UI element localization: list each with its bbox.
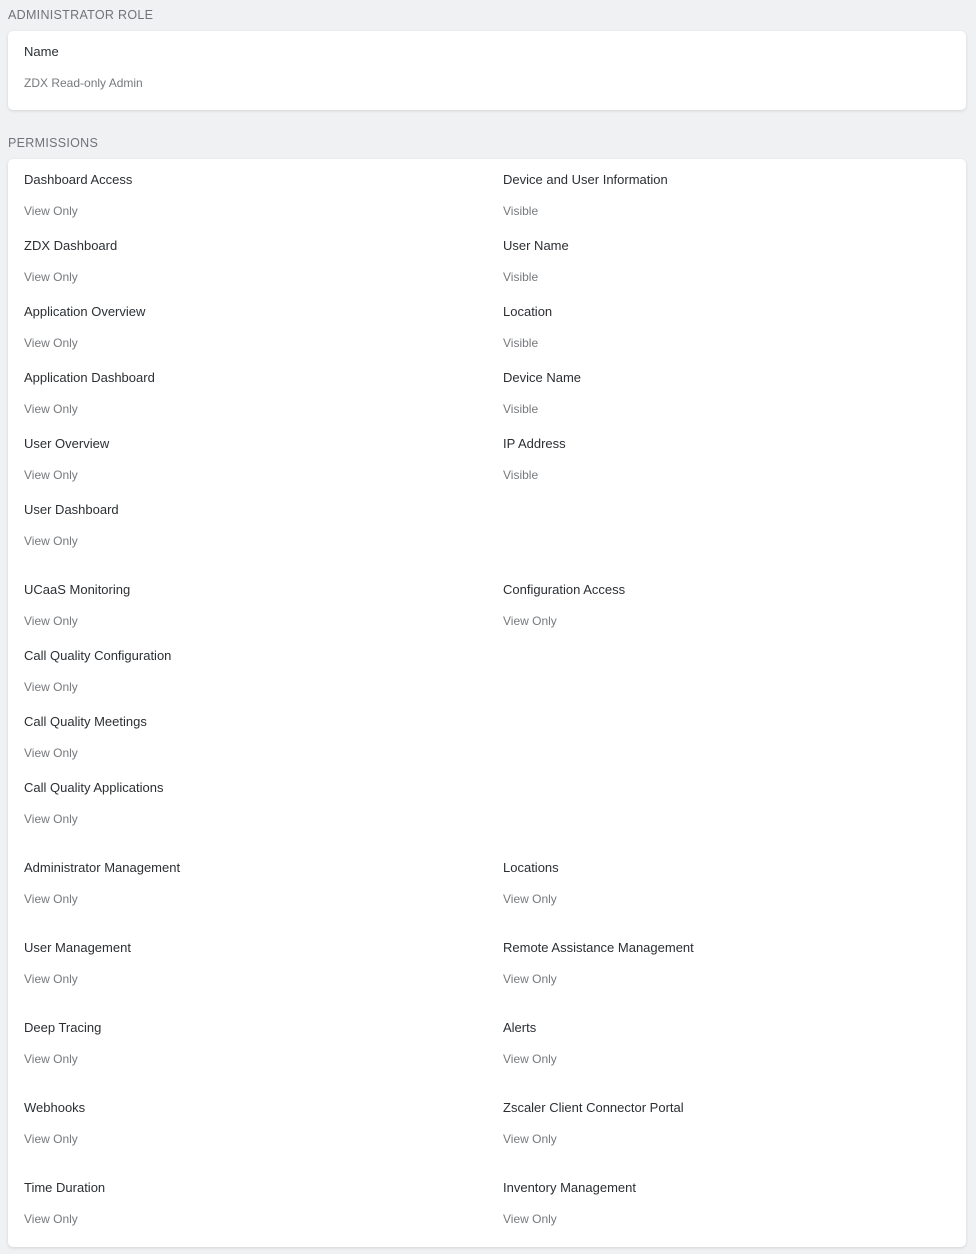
permissions-heading: PERMISSIONS — [8, 136, 99, 150]
permission-label: ZDX Dashboard — [24, 238, 118, 253]
permission-label: Application Dashboard — [24, 370, 155, 385]
administrator-role-card — [8, 31, 966, 110]
permission-value: View Only — [503, 1052, 557, 1066]
permission-label: Call Quality Applications — [24, 780, 164, 795]
permissions-card — [8, 159, 966, 1247]
permission-label: IP Address — [503, 436, 566, 451]
permission-value: View Only — [24, 680, 78, 694]
permission-value: View Only — [24, 336, 78, 350]
permission-label: Call Quality Configuration — [24, 648, 172, 663]
permission-value: View Only — [24, 812, 78, 826]
permission-value: View Only — [24, 972, 78, 986]
role-name-value: ZDX Read-only Admin — [24, 76, 143, 90]
permission-label: User Name — [503, 238, 569, 253]
administrator-role-heading: ADMINISTRATOR ROLE — [8, 8, 154, 22]
permission-value: View Only — [24, 1132, 78, 1146]
permission-label: Call Quality Meetings — [24, 714, 147, 729]
permission-value: View Only — [24, 1052, 78, 1066]
permission-label: User Management — [24, 940, 131, 955]
permission-label: Remote Assistance Management — [503, 940, 694, 955]
permission-label: Configuration Access — [503, 582, 626, 597]
permission-value: View Only — [24, 892, 78, 906]
permission-value: View Only — [24, 746, 78, 760]
permission-value: Visible — [503, 270, 539, 284]
permission-label: Inventory Management — [503, 1180, 636, 1195]
permission-value: Visible — [503, 336, 539, 350]
permission-value: View Only — [503, 1132, 557, 1146]
role-name-label: Name — [24, 44, 59, 59]
permission-label: Location — [503, 304, 553, 319]
permission-label: User Dashboard — [24, 502, 119, 517]
permission-value: View Only — [24, 468, 78, 482]
permission-value: Visible — [503, 402, 539, 416]
permission-value: View Only — [503, 1212, 557, 1226]
permission-label: Webhooks — [24, 1100, 86, 1115]
permission-value: View Only — [24, 614, 78, 628]
permission-label: Dashboard Access — [24, 172, 133, 187]
permission-label: Administrator Management — [24, 860, 181, 875]
permission-label: UCaaS Monitoring — [24, 582, 131, 597]
permission-value: View Only — [24, 204, 78, 218]
permission-label: User Overview — [24, 436, 110, 451]
permission-value: View Only — [24, 534, 78, 548]
permission-value: View Only — [24, 270, 78, 284]
permission-value: View Only — [24, 402, 78, 416]
permission-value: View Only — [503, 892, 557, 906]
permission-label: Deep Tracing — [24, 1020, 102, 1035]
permission-label: Time Duration — [24, 1180, 106, 1195]
permission-label: Alerts — [503, 1020, 537, 1035]
permission-label: Device Name — [503, 370, 582, 385]
permission-value: View Only — [24, 1212, 78, 1226]
permission-value: View Only — [503, 972, 557, 986]
permission-label: Application Overview — [24, 304, 146, 319]
permission-value: Visible — [503, 204, 539, 218]
permission-label: Device and User Information — [503, 172, 668, 187]
permission-label: Locations — [503, 860, 559, 875]
permission-label: Zscaler Client Connector Portal — [503, 1100, 684, 1115]
permission-value: Visible — [503, 468, 539, 482]
permission-value: View Only — [503, 614, 557, 628]
